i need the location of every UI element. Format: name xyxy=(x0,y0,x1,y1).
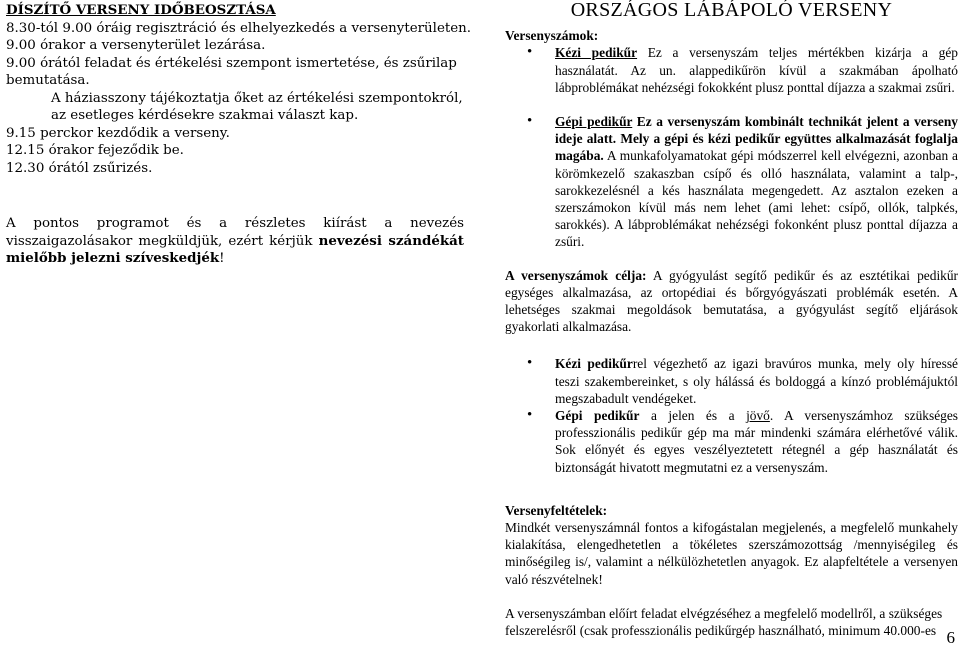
benefits-list xyxy=(505,355,958,475)
time-line: 12.30 órától zsűrizés. xyxy=(6,160,153,176)
schedule-line: 8.30-tól 9.00 óráig regisztráció és elhelyezkedés a versenyterületen. xyxy=(6,20,472,36)
final-paragraph-line: felszerelésről (csak professzionális pedikűrgép használható, minimum 40.000-es xyxy=(505,623,937,639)
conditions-heading: Versenyfeltételek: xyxy=(505,502,608,518)
schedule-title: DÍSZÍTŐ VERSENY IDŐBEOSZTÁSA xyxy=(6,2,276,18)
events-list xyxy=(505,44,958,250)
schedule-line: 9.00 órától feladat és értékelési szempont ismertetése, és zsűrilap xyxy=(6,55,457,71)
note-emphasis: nevezési szándékát mielőbb jelezni szíveskedjék xyxy=(6,232,464,266)
time-line: 9.15 perckor kezdődik a verseny. xyxy=(6,125,230,141)
schedule-indented-line: az esetleges kérdésekre szakmai választ kap. xyxy=(51,108,359,123)
events-heading: Versenyszámok: xyxy=(505,28,599,44)
time-line: 12.15 órakor fejeződik be. xyxy=(6,143,184,158)
schedule-indented-line: A háziasszony tájékoztatja őket az értékelési szempontokról, xyxy=(51,90,463,106)
schedule-column xyxy=(6,0,472,268)
goal-paragraph: A versenyszámok célja: A gyógyulást segítő pedikűr és az esztétikai pedikűr egységes alkalmazása, az ortopédiai és bőrgyógyászati problémák esetén. A lehetséges szakmai megoldások bemutatása, a gyógyulást segítő eljárások gyakorlati alkalmazása. xyxy=(505,267,959,335)
page-number: 6 xyxy=(946,628,955,647)
benefit-item-machine: • Gépi pedikűr a jelen és a jövő. A versenyszámhoz szükséges professzionális pedikűr gép ma már mindenki számára elérhetővé válik. Sok előnyét és egyes veszélyeztetett rétegnél a gép használatát és biztonságát hivatott megmutatni ez a versenyszám. xyxy=(555,407,958,476)
event-item-machine: • Gépi pedikűr Ez a versenyszám kombinált technikát jelent a verseny ideje alatt. Mely a gépi és kézi pedikűr együttes alkalmazását foglalja magába. A munkafolyamatokat gépi módszerrel kell elvégezni, azonban a körömkezelő szakaszban csípő és olló használata, valamint a talp-, sarokkezelésnél a kés használata megengedett. Az asztalon ezeken a szerszámokon kívül más nem lehet (ami lehet: csípő, ollók, talpkés, sarokkés). A lábproblémákat nehézségi fokonként plusz ponttal díjazza a zsűri. xyxy=(555,113,958,251)
registration-note: A pontos programot és a részletes kiírást a nevezés visszaigazolásakor megküldjük, ezért kérjük nevezési szándékát mielőbb jelezni szíveskedjék! xyxy=(6,216,464,266)
schedule-line: bemutatása. xyxy=(6,73,90,88)
event-item-manual: • Kézi pedikűr Ez a versenyszám teljes mértékben kizárja a gép használatát. Az un. alappedikűrön kívül a szakmában ápolható lábproblémákat nehézségi fokokként plusz ponttal díjazza a szakmai zsűri. xyxy=(555,44,958,96)
competition-column xyxy=(505,0,958,639)
competition-title: ORSZÁGOS LÁBÁPOLÓ VERSENY xyxy=(570,0,893,21)
benefit-item-manual: • Kézi pedikűrrel végezhető az igazi bravúros munka, mely oly híressé teszi szakembereinket, s oly hálássá és boldoggá a kínzó problémájuktól megszabadult vendégeket. xyxy=(555,355,958,407)
conditions-paragraph: Mindkét versenyszámnál fontos a kifogástalan megjelenés, a megfelelő munkahely kialakítása, elengedhetetlen a tökéletes szerszámozottság /mennyiségileg és minőségileg is/, valamint a nélkülözhetetlen anyagok. Ez alapfeltétele a versenyen való részvételnek! xyxy=(505,520,958,587)
schedule-line: 9.00 órakor a versenyterület lezárása. xyxy=(6,38,266,53)
final-paragraph-line: A versenyszámban előírt feladat elvégzéséhez a megfelelő modellről, a szükséges xyxy=(505,605,943,621)
